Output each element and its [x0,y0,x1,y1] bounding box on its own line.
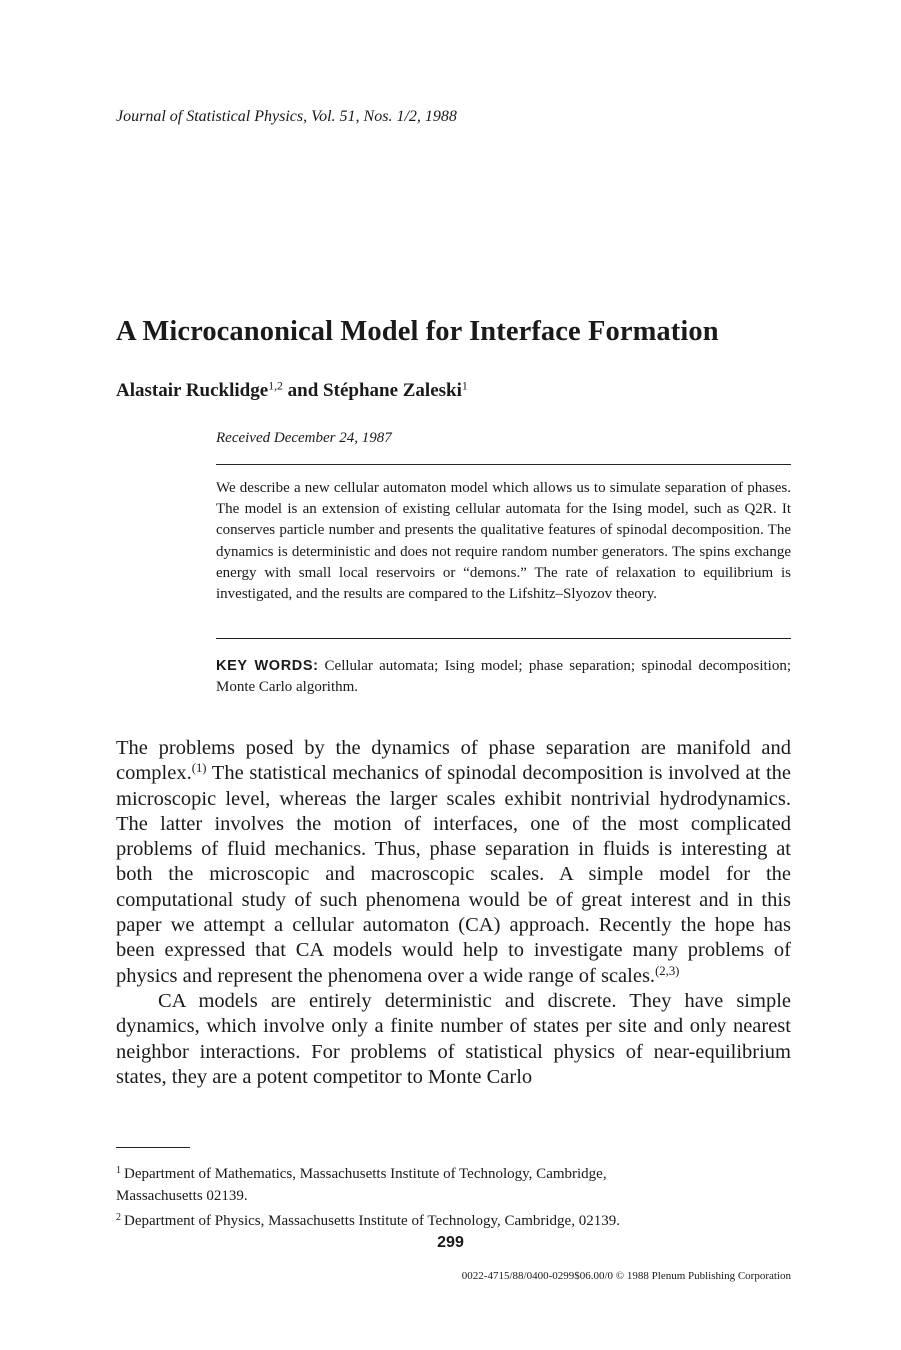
keywords-block [216,656,791,698]
footnote-1-continuation: Massachusetts 02139. [116,1187,248,1204]
author-2-affiliation-mark: 1 [461,379,468,393]
footnote-1-mark: 1 [116,1165,121,1176]
footnote-1 [116,1160,791,1186]
abstract-bottom-rule [216,638,791,639]
author-conjunction: and [282,380,324,401]
author-1-affiliation-mark: 1,2 [268,379,283,393]
footnote-2-line-1: Department of Physics, Massachusetts Institute of Technology, Cambridge, 02139. [124,1213,620,1229]
keywords-text: Cellular automata; Ising model; phase separation; spinodal decomposition; Monte Carlo algorithm. [216,658,791,696]
journal-citation: Journal of Statistical Physics, Vol. 51, Nos. 1/2, 1988 [116,108,457,125]
author-2-name: Stéphane Zaleski [323,380,462,401]
body-paragraph-1-part-a: The problems posed by the dynamics of phase separation are manifold and complex. [116,737,791,785]
body-paragraph-1-part-b: The statistical mechanics of spinodal decomposition is involved at the microscopic level, whereas the larger scales exhibit nontrivial hydrodynamics. The latter involves the motion of interfaces, one of the most complicated problems of fluid mechanics. Thus, phase separation in fluids is interesting at both the microscopic and macroscopic scales. A simple model for the computational study of such phenomena would be of great interest and in this paper we attempt a cellular automaton (CA) approach. Recently the hope has been expressed that CA models would help to investigate many problems of physics and represent the phenomena over a wide range of scales. [116,762,791,987]
abstract-text: We describe a new cellular automaton model which allows us to simulate separation of phases. The model is an extension of existing cellular automata for the Ising model, such as Q2R. It conserves particle number and presents the qualitative features of spinodal decomposition. The dynamics is deterministic and does not require random number generators. The spins exchange energy with small local reservoirs or “demons.” The rate of relaxation to equilibrium is investigated, and the results are compared to the Lifshitz–Slyozov theory. [216,480,791,603]
footnote-1-line-1: Department of Mathematics, Massachusetts Institute of Technology, Cambridge, [124,1166,607,1182]
citation-ref-2-3: (2,3) [655,963,680,978]
author-1-name: Alastair Rucklidge [116,380,269,401]
paper-title: A Microcanonical Model for Interface Formation [116,316,719,347]
body-paragraph-1 [116,736,791,989]
citation-ref-1: (1) [191,761,207,776]
footnote-rule [116,1147,190,1148]
author-line [116,380,468,402]
footnote-2-mark: 2 [116,1212,121,1223]
body-text [116,736,791,1090]
footnote-2 [116,1207,791,1233]
page-number: 299 [437,1234,464,1251]
received-date: Received December 24, 1987 [216,430,392,446]
copyright-line: 0022-4715/88/0400-0299$06.00/0 © 1988 Plenum Publishing Corporation [461,1270,791,1282]
body-paragraph-2: CA models are entirely deterministic and discrete. They have simple dynamics, which involve only a finite number of states per site and only nearest neighbor interactions. For problems of statistical physics of near-equilibrium states, they are a potent competitor to Monte Carlo [116,989,791,1088]
footnotes [116,1160,791,1233]
abstract-top-rule [216,464,791,465]
keywords-label: KEY WORDS: [216,658,319,674]
